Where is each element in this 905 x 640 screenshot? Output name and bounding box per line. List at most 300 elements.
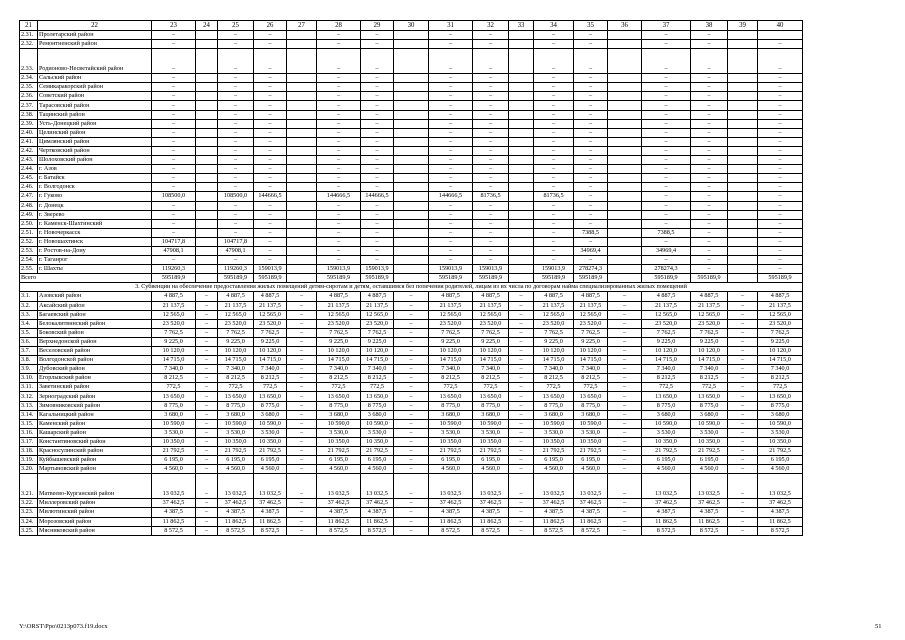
value-cell <box>394 119 429 128</box>
value-cell: – <box>509 337 534 346</box>
value-cell: – <box>758 237 803 246</box>
value-cell: 10 350,0 <box>218 437 254 446</box>
value-cell: 12 565,0 <box>152 310 196 319</box>
value-cell: 12 565,0 <box>473 310 509 319</box>
value-cell: 34969,4 <box>642 246 691 255</box>
table-row <box>20 508 803 517</box>
value-cell: – <box>473 256 509 265</box>
municipality-name: Мартыновский район <box>38 465 152 474</box>
value-cell: – <box>758 74 803 83</box>
value-cell: 772,5 <box>758 383 803 392</box>
value-cell: 9 225,0 <box>429 337 473 346</box>
value-cell: – <box>473 174 509 183</box>
value-cell: 7 762,5 <box>534 328 574 337</box>
value-cell: – <box>758 49 803 74</box>
value-cell <box>394 256 429 265</box>
value-cell: 772,5 <box>642 383 691 392</box>
value-cell: 37 462,5 <box>152 499 196 508</box>
table-row <box>20 210 803 219</box>
value-cell: – <box>287 517 317 526</box>
municipality-name: Целинский район <box>38 128 152 137</box>
value-cell: 21 137,5 <box>152 301 196 310</box>
value-cell: 21 792,5 <box>152 447 196 456</box>
value-cell: – <box>728 456 758 465</box>
value-cell: 10 120,0 <box>758 347 803 356</box>
value-cell: – <box>361 210 394 219</box>
value-cell: – <box>509 447 534 456</box>
value-cell: 4 387,5 <box>642 508 691 517</box>
value-cell: 47908,1 <box>152 246 196 255</box>
value-cell: 8 212,5 <box>317 374 361 383</box>
value-cell: 37 462,5 <box>534 499 574 508</box>
value-cell: – <box>394 328 429 337</box>
municipality-name: г. Ростов-на-Дону <box>38 246 152 255</box>
value-cell: – <box>196 499 218 508</box>
value-cell: – <box>152 83 196 92</box>
value-cell: 13 650,0 <box>218 392 254 401</box>
value-cell: – <box>196 337 218 346</box>
value-cell: 12 565,0 <box>574 310 608 319</box>
value-cell <box>509 110 534 119</box>
value-cell: – <box>254 237 287 246</box>
row-number: 2.52. <box>20 237 38 246</box>
value-cell <box>287 49 317 74</box>
value-cell: – <box>473 165 509 174</box>
table-row <box>20 156 803 165</box>
row-number: 3.23. <box>20 508 38 517</box>
value-cell: 8 775,0 <box>473 401 509 410</box>
row-number: 3.15. <box>20 419 38 428</box>
value-cell: 3 530,0 <box>429 428 473 437</box>
table-row <box>20 392 803 401</box>
value-cell: 4 887,5 <box>574 292 608 301</box>
value-cell: – <box>509 499 534 508</box>
row-number: 2.37. <box>20 101 38 110</box>
municipality-name: Усть-Донецкий район <box>38 119 152 128</box>
value-cell: – <box>254 137 287 146</box>
value-cell: – <box>196 365 218 374</box>
value-cell: 8 775,0 <box>218 401 254 410</box>
value-cell: – <box>196 428 218 437</box>
value-cell: – <box>287 499 317 508</box>
value-cell <box>509 201 534 210</box>
total-label: Всего <box>20 274 152 283</box>
value-cell: – <box>429 119 473 128</box>
value-cell: – <box>196 328 218 337</box>
value-cell: 13 650,0 <box>758 392 803 401</box>
municipality-name: Сальский район <box>38 74 152 83</box>
value-cell: – <box>534 119 574 128</box>
value-cell <box>608 237 642 246</box>
value-cell: 12 565,0 <box>317 310 361 319</box>
value-cell: – <box>394 437 429 446</box>
row-number: 2.44. <box>20 165 38 174</box>
row-number: 2.45. <box>20 174 38 183</box>
value-cell: – <box>152 146 196 155</box>
value-cell: 159013,9 <box>254 265 287 274</box>
value-cell: – <box>574 92 608 101</box>
value-cell: 159013,9 <box>317 265 361 274</box>
value-cell: – <box>218 156 254 165</box>
value-cell: – <box>691 174 728 183</box>
value-cell: 7 340,0 <box>317 365 361 374</box>
value-cell: 4 387,5 <box>574 508 608 517</box>
value-cell: – <box>574 137 608 146</box>
value-cell: 13 650,0 <box>691 392 728 401</box>
value-cell: 7388,5 <box>642 228 691 237</box>
value-cell <box>196 192 218 201</box>
value-cell <box>394 110 429 119</box>
value-cell: – <box>218 201 254 210</box>
value-cell: – <box>394 428 429 437</box>
value-cell: – <box>218 174 254 183</box>
value-cell: – <box>574 101 608 110</box>
value-cell: – <box>728 328 758 337</box>
municipality-name: Пролетарский район <box>38 31 152 40</box>
value-cell: – <box>608 383 642 392</box>
value-cell: – <box>429 101 473 110</box>
value-cell <box>509 219 534 228</box>
value-cell: – <box>509 365 534 374</box>
municipality-name: Зимовниковский район <box>38 401 152 410</box>
value-cell: 7 340,0 <box>429 365 473 374</box>
value-cell: 14 715,0 <box>361 356 394 365</box>
value-cell: 13 650,0 <box>317 392 361 401</box>
value-cell: 3 680,0 <box>361 410 394 419</box>
value-cell: 23 520,0 <box>534 319 574 328</box>
value-cell: 4 887,5 <box>254 292 287 301</box>
value-cell: – <box>608 456 642 465</box>
value-cell: 8 212,5 <box>758 374 803 383</box>
value-cell: – <box>642 119 691 128</box>
value-cell: 4 387,5 <box>758 508 803 517</box>
value-cell: 4 560,0 <box>574 465 608 474</box>
table-row <box>20 499 803 508</box>
value-cell <box>394 237 429 246</box>
value-cell: – <box>534 183 574 192</box>
value-cell <box>287 146 317 155</box>
value-cell: – <box>728 374 758 383</box>
value-cell <box>196 246 218 255</box>
value-cell <box>394 83 429 92</box>
value-cell: – <box>758 256 803 265</box>
value-cell: – <box>218 146 254 155</box>
value-cell: – <box>394 292 429 301</box>
value-cell: 11 862,5 <box>218 517 254 526</box>
value-cell: – <box>429 146 473 155</box>
value-cell: – <box>608 401 642 410</box>
value-cell: – <box>254 146 287 155</box>
value-cell: – <box>728 526 758 535</box>
value-cell <box>196 119 218 128</box>
value-cell: – <box>254 119 287 128</box>
value-cell: – <box>429 246 473 255</box>
value-cell <box>394 92 429 101</box>
value-cell: 12 565,0 <box>218 310 254 319</box>
value-cell: – <box>152 183 196 192</box>
value-cell: – <box>361 156 394 165</box>
value-cell: – <box>317 156 361 165</box>
value-cell: – <box>254 201 287 210</box>
value-cell: 13 032,5 <box>642 474 691 499</box>
value-cell: 772,5 <box>254 383 287 392</box>
value-cell: 159013,9 <box>534 265 574 274</box>
value-cell: 10 120,0 <box>317 347 361 356</box>
municipality-name: Милютинский район <box>38 508 152 517</box>
value-cell: – <box>218 137 254 146</box>
value-cell: 8 212,5 <box>534 374 574 383</box>
value-cell: – <box>196 517 218 526</box>
table-row <box>20 83 803 92</box>
column-number: 39 <box>728 21 758 31</box>
value-cell: 10 120,0 <box>361 347 394 356</box>
value-cell <box>728 137 758 146</box>
column-number: 27 <box>287 21 317 31</box>
value-cell: 13 650,0 <box>642 392 691 401</box>
value-cell: – <box>196 347 218 356</box>
value-cell: – <box>728 310 758 319</box>
value-cell: 10 350,0 <box>574 437 608 446</box>
footer-file-path: Y:\ORST\Ppo\0213p073.f19.docx <box>19 623 108 630</box>
value-cell <box>728 201 758 210</box>
value-cell: 10 590,0 <box>254 419 287 428</box>
value-cell: – <box>317 40 361 49</box>
table-row <box>20 165 803 174</box>
value-cell: – <box>361 137 394 146</box>
row-number: 2.33. <box>20 49 38 74</box>
value-cell: – <box>509 301 534 310</box>
value-cell: 9 225,0 <box>574 337 608 346</box>
value-cell <box>608 156 642 165</box>
value-cell: 7 762,5 <box>642 328 691 337</box>
value-cell: – <box>473 119 509 128</box>
value-cell: 11 862,5 <box>574 517 608 526</box>
table-row <box>20 128 803 137</box>
value-cell: – <box>691 256 728 265</box>
value-cell: 13 032,5 <box>691 474 728 499</box>
value-cell <box>287 183 317 192</box>
value-cell: – <box>196 301 218 310</box>
value-cell <box>608 92 642 101</box>
value-cell: – <box>608 310 642 319</box>
value-cell: – <box>534 201 574 210</box>
table-row <box>20 246 803 255</box>
value-cell: 21 137,5 <box>317 301 361 310</box>
table-row <box>20 274 803 283</box>
value-cell: – <box>642 101 691 110</box>
value-cell <box>287 237 317 246</box>
municipality-name: Миллеровский район <box>38 499 152 508</box>
municipality-name: Кагальницкий район <box>38 410 152 419</box>
table-row <box>20 192 803 201</box>
value-cell: – <box>574 128 608 137</box>
value-cell: – <box>317 137 361 146</box>
value-cell: 10 350,0 <box>361 437 394 446</box>
value-cell <box>728 146 758 155</box>
value-cell: 10 120,0 <box>429 347 473 356</box>
value-cell: – <box>728 319 758 328</box>
value-cell <box>394 137 429 146</box>
value-cell: – <box>429 256 473 265</box>
municipality-name: г. Таганрог <box>38 256 152 265</box>
row-number: 3.12. <box>20 392 38 401</box>
value-cell: 7 762,5 <box>574 328 608 337</box>
value-cell: 11 862,5 <box>317 517 361 526</box>
value-cell <box>509 246 534 255</box>
value-cell: – <box>287 292 317 301</box>
value-cell: 4 387,5 <box>429 508 473 517</box>
value-cell: 10 590,0 <box>152 419 196 428</box>
value-cell: – <box>691 101 728 110</box>
value-cell: – <box>534 101 574 110</box>
value-cell: 8 212,5 <box>642 374 691 383</box>
value-cell: – <box>728 437 758 446</box>
value-cell: – <box>394 508 429 517</box>
value-cell <box>728 219 758 228</box>
value-cell: – <box>317 219 361 228</box>
value-cell <box>608 183 642 192</box>
table-row <box>20 428 803 437</box>
value-cell: 4 560,0 <box>254 465 287 474</box>
value-cell <box>394 40 429 49</box>
document-page <box>19 20 803 536</box>
value-cell: – <box>534 237 574 246</box>
value-cell: – <box>317 210 361 219</box>
value-cell: – <box>429 128 473 137</box>
value-cell: 7388,5 <box>574 228 608 237</box>
value-cell <box>394 174 429 183</box>
value-cell: 21 137,5 <box>574 301 608 310</box>
value-cell <box>196 146 218 155</box>
value-cell: 14 715,0 <box>758 356 803 365</box>
value-cell: – <box>361 174 394 183</box>
table-row <box>20 256 803 265</box>
value-cell: – <box>317 228 361 237</box>
value-cell: – <box>361 128 394 137</box>
value-cell: – <box>642 128 691 137</box>
value-cell: – <box>254 128 287 137</box>
value-cell: – <box>317 92 361 101</box>
value-cell: 4 387,5 <box>473 508 509 517</box>
municipality-name: Багаевский район <box>38 310 152 319</box>
value-cell: – <box>534 92 574 101</box>
row-number: 3.17. <box>20 437 38 446</box>
value-cell: – <box>758 183 803 192</box>
value-cell: 23 520,0 <box>218 319 254 328</box>
municipality-name: Белокалитвинский район <box>38 319 152 328</box>
value-cell: 37 462,5 <box>218 499 254 508</box>
value-cell: – <box>218 228 254 237</box>
table-row <box>20 328 803 337</box>
value-cell: – <box>287 365 317 374</box>
column-number: 36 <box>608 21 642 31</box>
value-cell: 4 387,5 <box>317 508 361 517</box>
value-cell: 21 792,5 <box>691 447 728 456</box>
value-cell: – <box>429 156 473 165</box>
value-cell <box>196 49 218 74</box>
row-number: 3.24. <box>20 517 38 526</box>
value-cell: – <box>196 374 218 383</box>
value-cell: – <box>254 101 287 110</box>
value-cell: 13 032,5 <box>152 474 196 499</box>
column-number: 24 <box>196 21 218 31</box>
value-cell: – <box>534 246 574 255</box>
value-cell: – <box>642 83 691 92</box>
value-cell: 3 680,0 <box>758 410 803 419</box>
value-cell: – <box>317 83 361 92</box>
value-cell: 11 862,5 <box>691 517 728 526</box>
value-cell: – <box>509 508 534 517</box>
value-cell <box>728 119 758 128</box>
value-cell: – <box>574 183 608 192</box>
value-cell: – <box>254 49 287 74</box>
value-cell: – <box>287 447 317 456</box>
value-cell: 8 775,0 <box>758 401 803 410</box>
value-cell: 13 032,5 <box>758 474 803 499</box>
value-cell: 6 195,0 <box>361 456 394 465</box>
municipality-name: Егорлыкский район <box>38 374 152 383</box>
value-cell <box>608 74 642 83</box>
municipality-name: Цимлянский район <box>38 137 152 146</box>
value-cell <box>287 274 317 283</box>
value-cell: 119260,3 <box>152 265 196 274</box>
table-row <box>20 219 803 228</box>
value-cell: – <box>317 31 361 40</box>
value-cell: – <box>728 419 758 428</box>
value-cell: – <box>728 392 758 401</box>
table-row <box>20 347 803 356</box>
value-cell: – <box>534 174 574 183</box>
value-cell <box>287 137 317 146</box>
value-cell: 8 212,5 <box>152 374 196 383</box>
value-cell: 10 350,0 <box>642 437 691 446</box>
value-cell: 8 775,0 <box>429 401 473 410</box>
value-cell <box>394 246 429 255</box>
value-cell: – <box>218 183 254 192</box>
value-cell: – <box>691 31 728 40</box>
value-cell: – <box>473 101 509 110</box>
value-cell: – <box>608 319 642 328</box>
value-cell: – <box>473 110 509 119</box>
value-cell: – <box>642 137 691 146</box>
value-cell: 7 762,5 <box>254 328 287 337</box>
value-cell: – <box>287 310 317 319</box>
value-cell: 4 560,0 <box>317 465 361 474</box>
value-cell: – <box>534 219 574 228</box>
value-cell: – <box>254 174 287 183</box>
value-cell: 3 530,0 <box>691 428 728 437</box>
value-cell: – <box>196 401 218 410</box>
value-cell <box>287 265 317 274</box>
value-cell: 8 572,5 <box>254 526 287 535</box>
value-cell: 14 715,0 <box>574 356 608 365</box>
value-cell: – <box>642 219 691 228</box>
value-cell <box>608 174 642 183</box>
value-cell: – <box>509 526 534 535</box>
row-number: 3.22. <box>20 499 38 508</box>
value-cell: 21 137,5 <box>691 301 728 310</box>
value-cell: 3 680,0 <box>691 410 728 419</box>
value-cell: – <box>152 228 196 237</box>
value-cell: 23 520,0 <box>429 319 473 328</box>
value-cell <box>394 201 429 210</box>
value-cell: – <box>287 319 317 328</box>
value-cell: – <box>758 83 803 92</box>
value-cell: 13 032,5 <box>361 474 394 499</box>
value-cell: – <box>758 110 803 119</box>
value-cell: 10 120,0 <box>574 347 608 356</box>
value-cell: 595189,9 <box>534 274 574 283</box>
